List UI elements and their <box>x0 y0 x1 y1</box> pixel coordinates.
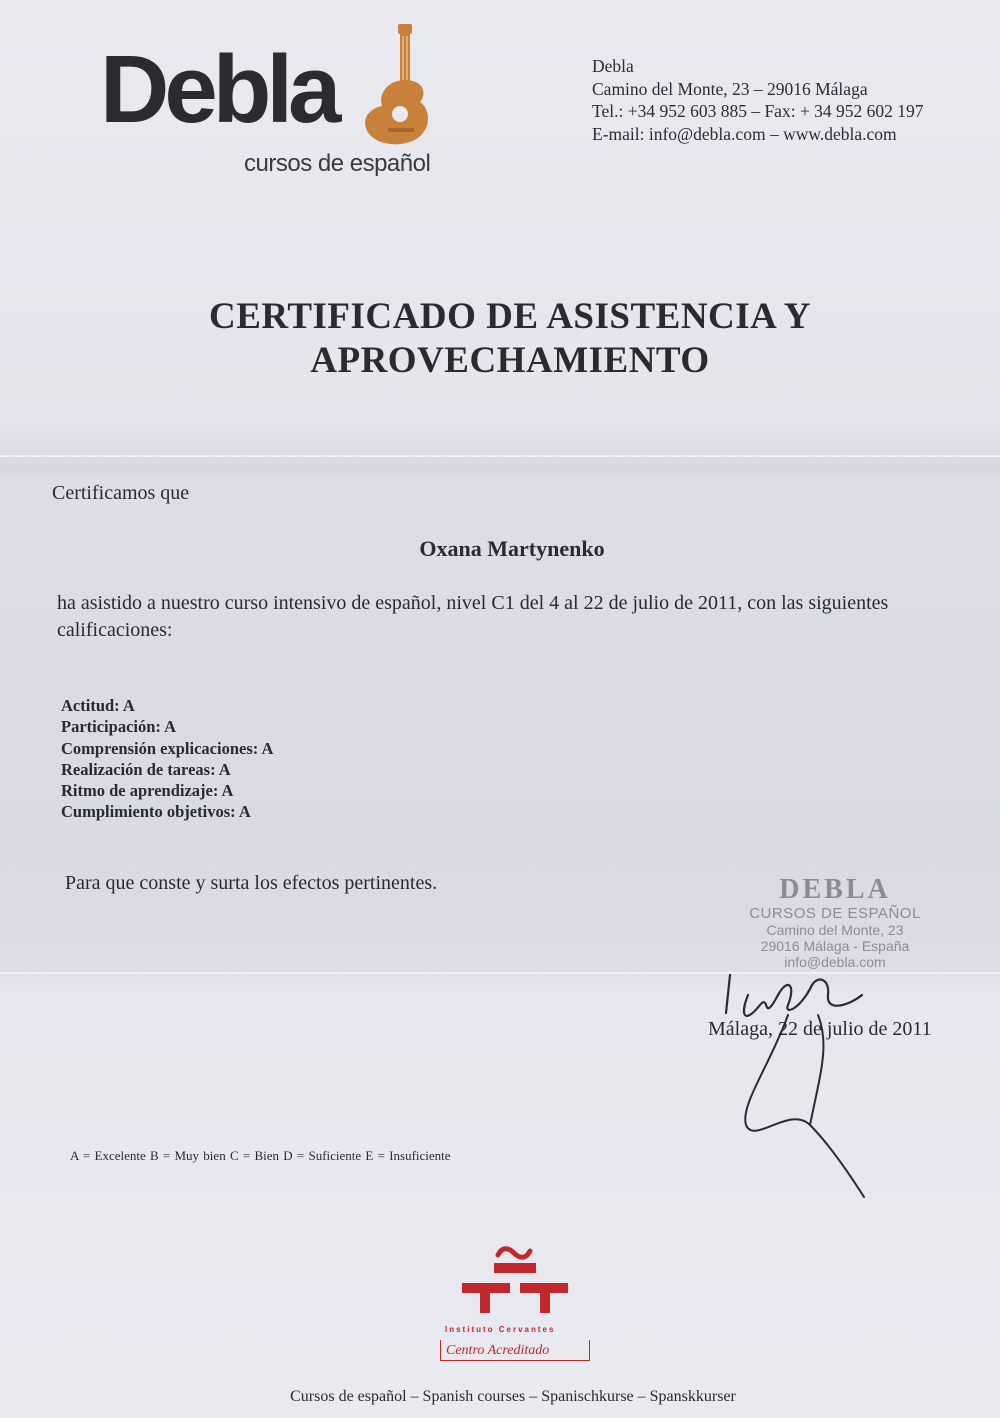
contact-address: Camino del Monte, 23 – 29016 Málaga <box>592 78 868 99</box>
footer-languages: Cursos de español – Spanish courses – Spanischkurse – Spanskkurser <box>290 1388 736 1405</box>
student-name: Oxana Martynenko <box>419 536 605 561</box>
grades-list <box>61 695 273 823</box>
grade-realizacion: Realización de tareas: A <box>61 759 231 779</box>
closing-statement: Para que conste y surta los efectos pertinentes. <box>65 872 438 894</box>
title-line-1: CERTIFICADO DE ASISTENCIA Y <box>209 296 811 337</box>
stamp-address-2: 29016 Málaga - España <box>760 938 910 954</box>
contact-block <box>592 55 924 145</box>
certificate-title <box>0 295 1000 383</box>
debla-logo-text: Debla <box>100 36 337 143</box>
grade-participacion: Participación: A <box>61 717 177 737</box>
grade-cumplimiento: Cumplimiento objetivos: A <box>61 802 251 822</box>
paper-fold-top <box>0 455 1000 457</box>
cervantes-name: Instituto Cervantes <box>445 1325 556 1334</box>
grade-actitud: Actitud: A <box>61 696 135 715</box>
stamp-email: info@debla.com <box>784 954 886 970</box>
stamp-subtitle: CURSOS DE ESPAÑOL <box>749 905 921 922</box>
course-description: ha asistido a nuestro curso intensivo de español, nivel C1 del 4 al 22 de julio de 2011, con las siguientes calificaciones: <box>57 592 889 641</box>
certify-intro: Certificamos que <box>52 482 190 504</box>
contact-company: Debla <box>592 56 634 76</box>
guitar-logo-icon <box>352 22 432 146</box>
grade-comprension: Comprensión explicaciones: A <box>61 738 274 758</box>
instituto-cervantes-logo-icon <box>460 1245 570 1317</box>
contact-phone: Tel.: +34 952 603 885 – Fax: + 34 952 602 197 <box>592 101 924 121</box>
stamp-address-1: Camino del Monte, 23 <box>766 922 904 938</box>
grade-legend: A = Excelente B = Muy bien C = Bien D = Suficiente E = Insuficiente <box>70 1148 451 1163</box>
stamp-name: DEBLA <box>779 874 891 905</box>
contact-email: E-mail: info@debla.com – www.debla.com <box>592 123 897 144</box>
place-date: Málaga, 22 de julio de 2011 <box>708 1018 932 1040</box>
cervantes-accredited: Centro Acreditado <box>446 1343 550 1358</box>
logo-subtitle: cursos de español <box>244 150 431 177</box>
title-line-2: APROVECHAMIENTO <box>310 340 710 381</box>
grade-ritmo: Ritmo de aprendizaje: A <box>61 781 234 801</box>
handwritten-signature <box>700 955 890 1205</box>
